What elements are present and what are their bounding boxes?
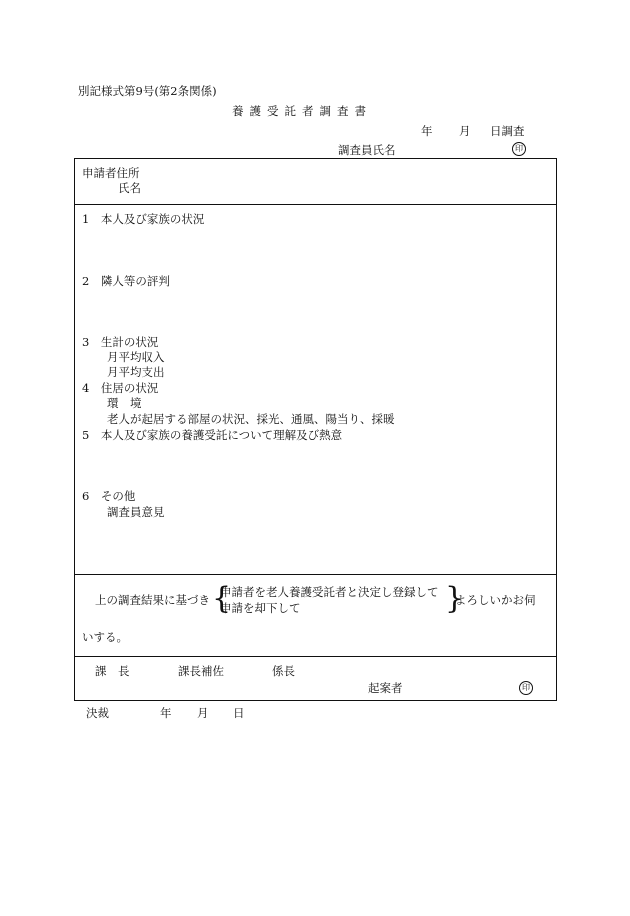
- form-reference: 別記様式第9号(第2条関係): [78, 84, 217, 98]
- footer-day: 日: [233, 706, 245, 720]
- approval-drafter-label: 起案者: [368, 681, 403, 695]
- item-housing: 4 住居の状況: [82, 381, 159, 395]
- divider-approval: [74, 656, 556, 657]
- applicant-name-label: 氏名: [118, 181, 141, 195]
- footer-month: 月: [197, 706, 209, 720]
- drafter-seal-icon: 印: [519, 681, 533, 695]
- survey-date-month: 月: [459, 124, 471, 138]
- decision-option-register: 申請者を老人養護受託者と決定し登録して: [220, 585, 439, 599]
- applicant-address-label: 申請者住所: [82, 166, 140, 180]
- item-neighbor-reputation: 2 隣人等の評判: [82, 274, 170, 288]
- divider-decision: [74, 574, 556, 575]
- left-brace-icon: {: [212, 581, 232, 616]
- item-inspector-opinion: 調査員意見: [107, 505, 165, 519]
- approval-chief-label: 課 長: [95, 664, 130, 678]
- decision-lead-text: 上の調査結果に基づき: [95, 593, 210, 607]
- item-livelihood: 3 生計の状況: [82, 335, 159, 349]
- approval-staff-label: 係長: [272, 664, 295, 678]
- survey-date-day: 日調査: [490, 124, 525, 138]
- approval-deputy-label: 課長補佐: [178, 664, 224, 678]
- decision-continuation-text: いする。: [82, 630, 128, 644]
- document-title: 養護受託者調査書: [232, 104, 372, 118]
- item-understanding-enthusiasm: 5 本人及び家族の養護受託について理解及び熱意: [82, 428, 343, 442]
- item-environment: 環 境: [107, 396, 142, 410]
- decision-option-reject: 申請を却下して: [220, 601, 301, 615]
- survey-date-year: 年: [421, 124, 433, 138]
- inspector-seal-icon: 印: [512, 142, 526, 156]
- item-other: 6 その他: [82, 489, 136, 503]
- footer-settlement-label: 決裁: [86, 706, 109, 720]
- decision-tail-text: よろしいかお伺: [455, 593, 536, 607]
- item-family-status: 1 本人及び家族の状況: [82, 212, 205, 226]
- item-monthly-expense: 月平均支出: [107, 365, 165, 379]
- footer-year: 年: [160, 706, 172, 720]
- item-room-conditions: 老人が起居する部屋の状況、採光、通風、陽当り、採暖: [107, 412, 395, 426]
- divider-applicant: [74, 204, 556, 205]
- inspector-name-label: 調査員氏名: [338, 143, 396, 157]
- item-monthly-income: 月平均収入: [107, 350, 165, 364]
- right-brace-icon: }: [445, 581, 465, 616]
